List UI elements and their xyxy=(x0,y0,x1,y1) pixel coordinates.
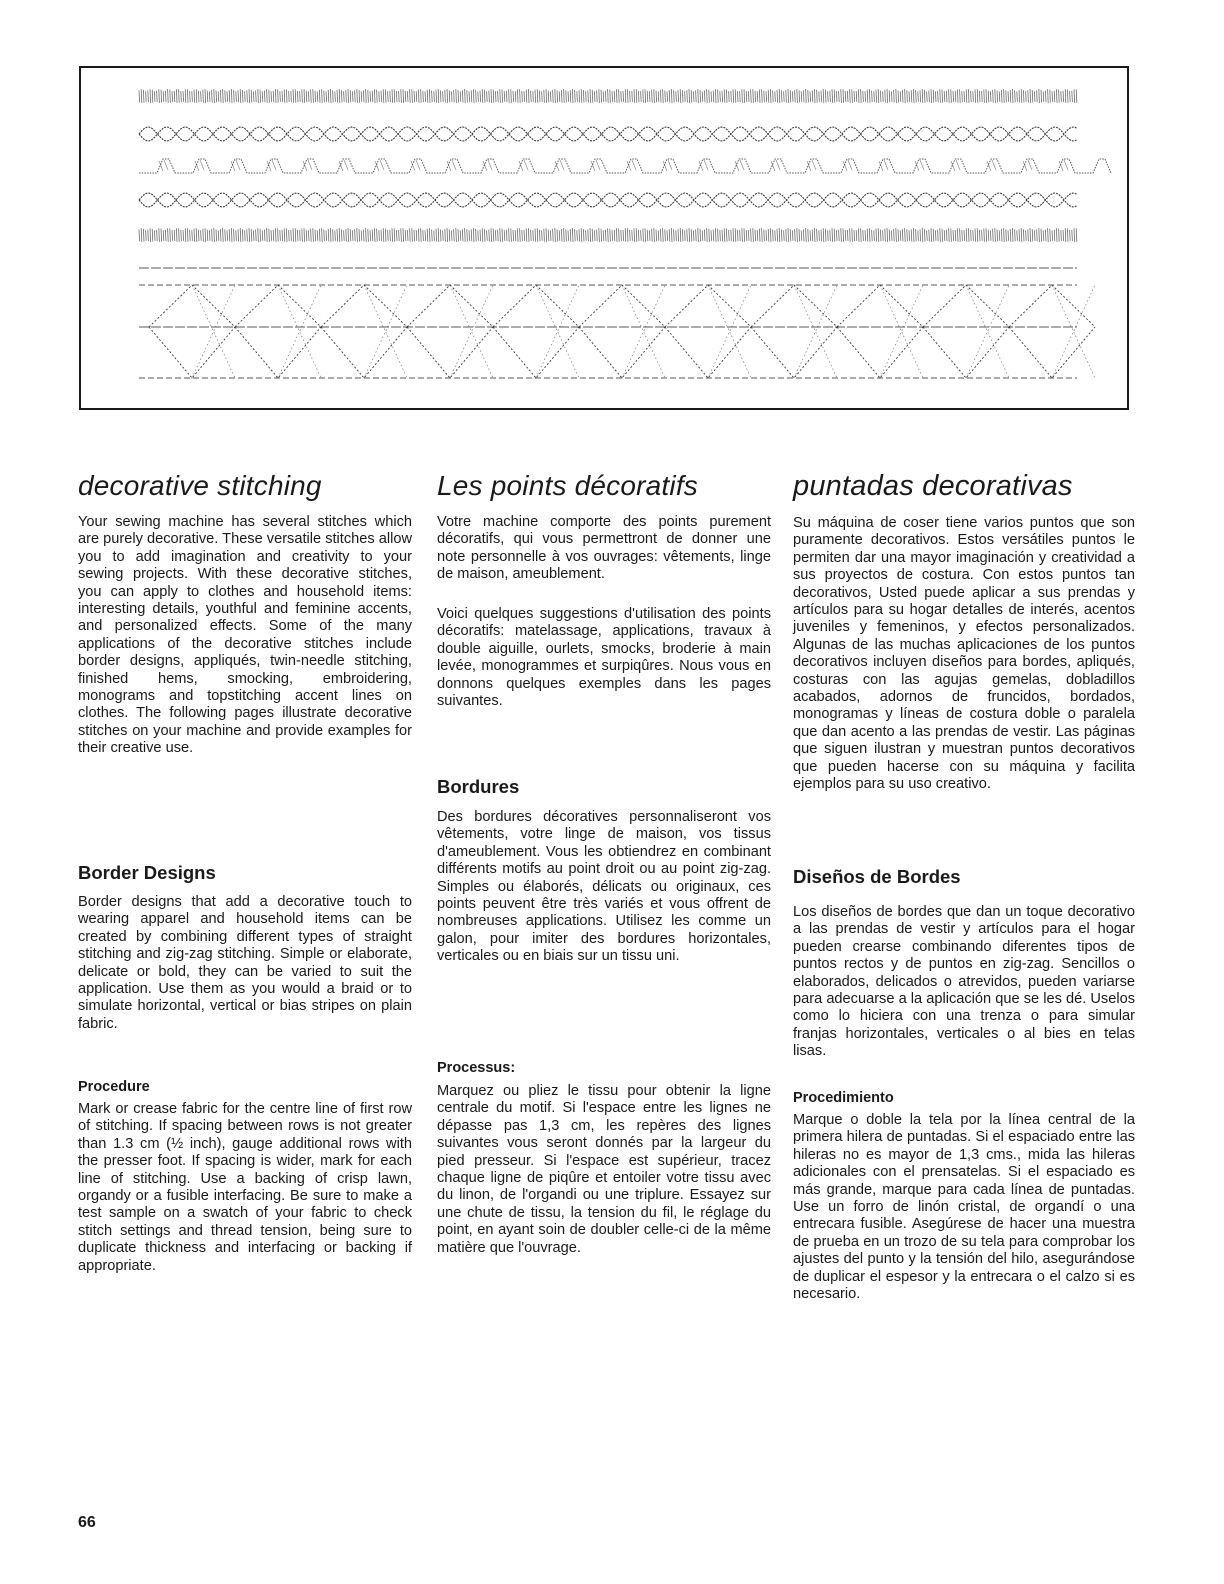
french-title: Les points décoratifs xyxy=(437,470,699,501)
step-stitch-detail xyxy=(591,160,600,171)
satin-stitch-band-bottom xyxy=(139,228,1077,242)
triangle-stitch-lower xyxy=(149,327,235,378)
step-stitch-detail xyxy=(987,160,996,171)
cross-wave-stitch-row-2-b xyxy=(139,193,1077,207)
english-column xyxy=(78,470,412,1274)
triangle-stitch-upper xyxy=(149,285,235,327)
spanish-procedure-text: Marque o doble la tela por la línea central de la primera hilera de puntadas. Si el espaciado entre las hileras no es mayor de 1,3 cms., mida las hileras adicionales con el prensatelas. Si el espaciado es más grande, marque para cada línea de puntadas. Use un forro de linón cristal, de organdí o una entrecara fusible. Asegúrese de hacer una muestra de prueba en un trozo de su tela para comprobar los ajustes del punto y la tensión del hilo, asegurándose de duplicar el espesor y la entrecara o el calzo si es necesario. xyxy=(793,1112,1135,1303)
triangle-stitch-upper xyxy=(321,285,407,327)
page-number: 66 xyxy=(78,1514,96,1531)
triangle-stitch-lower xyxy=(1009,327,1095,378)
triangle-stitch-lower xyxy=(321,327,407,378)
satin-stitch-band-top xyxy=(139,89,1077,103)
step-stitch-detail xyxy=(1023,160,1032,171)
triangle-stitch-lower xyxy=(665,327,751,378)
diagonal-stitch xyxy=(450,285,493,378)
french-procedure-text: Marquez ou pliez le tissu pour obtenir la ligne centrale du motif. Si l'espace entre les lignes ne dépasse pas 1,3 cm, les repères des lignes suivantes vous seront donnés par la largeur du pied presseur. Si l'espace est supérieur, tracez chaque ligne de piqûre et entoiler votre tissu avec du linon, de l'organdi ou une triplure. Essayez sur une chute de tissu, la tension du fil, le réglage du point, en ayant soin de doubler celle-ci de la même matière que l'ouvrage. xyxy=(437,1083,771,1256)
triangle-stitch-upper xyxy=(493,285,579,327)
triangle-stitch-lower xyxy=(579,327,665,378)
english-border-heading: Border Designs xyxy=(78,862,216,883)
french-border-heading: Bordures xyxy=(437,776,520,797)
triangle-stitch-lower xyxy=(923,327,1009,378)
spanish-intro: Su máquina de coser tiene varios puntos que son puramente decorativos. Estos versátiles puntos le permiten dar una mayor imaginación y creatividad a sus proyectos de costura. Con estos puntos tan decorativos, Usted puede aplicar a sus prendas y artículos para su hogar detalles de interés, acentos juveniles y femeninos, y efectos personalizados. Algunas de las muchas aplicaciones de los puntos decorativos incluyen diseños para bordes, apliqués, costuras con las agujas gemelas, dobladillos acabados, adornos de fruncidos, bordados, monogramas y líneas de costura doble o paralela que dan acento a las prendas de vestir. Las páginas que siguen ilustran y muestran puntos decorativos que pueden hacerse con su máquina y facilita ejemplos para su uso creativo. xyxy=(793,515,1135,793)
english-procedure-heading: Procedure xyxy=(78,1079,150,1095)
triangle-stitch-upper xyxy=(751,285,837,327)
diagonal-stitch xyxy=(708,285,751,378)
step-stitch-detail xyxy=(375,160,384,171)
english-border-text: Border designs that add a decorative touch to wearing apparel and household items can be created by combining different types of straight stitching and zig-zag stitching. Simple or elaborate, delicate or bold, they can be varied to suit the application. Use them as you would a braid or to simulate horizontal, vertical or bias stripes on plain fabric. xyxy=(78,894,412,1032)
triangle-stitch-upper xyxy=(1009,285,1095,327)
triangle-stitch-upper xyxy=(837,285,923,327)
diagonal-stitch xyxy=(622,285,665,378)
triangle-stitch-upper xyxy=(665,285,751,327)
spanish-column xyxy=(793,470,1135,1303)
french-intro-1: Votre machine comporte des points purement décoratifs, qui vous permettront de donner une note personnelle à vos ouvrages: vêtements, linge de maison, ameublement. xyxy=(437,514,771,583)
diagonal-stitch xyxy=(536,285,579,378)
step-stitch-detail xyxy=(771,160,780,171)
french-procedure-heading: Processus: xyxy=(437,1060,516,1076)
triangle-stitch-upper xyxy=(923,285,1009,327)
step-stitch-detail xyxy=(627,160,636,171)
diagonal-stitch xyxy=(278,285,321,378)
stitch-sample-illustration xyxy=(81,68,1127,408)
diagonal-stitch xyxy=(1052,285,1095,378)
triangle-stitch-upper xyxy=(235,285,321,327)
english-procedure-text: Mark or crease fabric for the centre line of first row of stitching. If spacing between rows is not greater than 1.3 cm (½ inch), gauge additional rows with the presser foot. If spacing is wider, mark for each line of stitching. Use a backing of crisp lawn, organdy or a fusible interfacing. Be sure to make a test sample on a swatch of your fabric to check stitch settings and thread tension, being sure to duplicate thickness and interfacing or backing if appropriate. xyxy=(78,1101,412,1274)
spanish-border-text: Los diseños de bordes que dan un toque decorativo a las prendas de vestir y artículos para el hogar pueden crearse combinando diferentes tipos de puntos rectos y de puntos en zig-zag. Sencillos o elaborados, delicados o atrevidos, pueden variarse para adecuarse a la aplicación que se les dé. Uselos como lo hiciera con una trenza o para simular franjas horizontales, verticales o al bies en telas lisas. xyxy=(793,904,1135,1060)
triangle-stitch-lower xyxy=(407,327,493,378)
diagonal-stitch xyxy=(794,285,837,378)
diagonal-stitch xyxy=(192,285,235,378)
step-stitch-row xyxy=(139,159,1111,173)
step-stitch-detail xyxy=(159,160,168,171)
cross-wave-stitch-row-1-a xyxy=(139,127,1077,141)
triangle-stitch-lower xyxy=(235,327,321,378)
spanish-procedure-heading: Procedimiento xyxy=(793,1090,894,1106)
english-intro: Your sewing machine has several stitches which are purely decorative. These versatile stitches allow you to add imagination and creativity to your sewing projects. With these decorative stitches, you can apply to clothes and household items: interesting details, youthful and feminine accents, and personalized effects. Some of the many applications of the decorative stitches include border designs, appliqués, twin-needle stitching, finished hems, smocking, embroidering, monograms and topstitching accent lines on clothes. The following pages illustrate decorative stitches on your machine and provide examples for their creative use. xyxy=(78,514,412,757)
step-stitch-detail xyxy=(807,160,816,171)
english-title: decorative stitching xyxy=(78,470,322,501)
french-intro-2: Voici quelques suggestions d'utilisation des points décoratifs: matelassage, applications, travaux à double aiguille, ourlets, smocks, broderie à main levée, monogrammes et surpiqûres. Nous vous en donnons quelques exemples dans les pages suivantes. xyxy=(437,606,771,710)
triangle-stitch-upper xyxy=(579,285,665,327)
diagonal-stitch xyxy=(364,285,407,378)
triangle-stitch-lower xyxy=(493,327,579,378)
diagonal-stitch xyxy=(966,285,1009,378)
diagonal-stitch xyxy=(880,285,923,378)
stitch-sample-figure xyxy=(79,66,1129,410)
spanish-border-heading: Diseños de Bordes xyxy=(793,866,961,887)
french-column xyxy=(437,470,771,1256)
step-stitch-detail xyxy=(555,160,564,171)
french-border-text: Des bordures décoratives personnaliseront vos vêtements, votre linge de maison, vos tissus d'ameublement. Vous les obtiendrez en combinant différents motifs au point droit ou au point zig-zag. Simples ou élaborés, délicats ou originaux, ces points peuvent être très variés et vous offrent de nombreuses applications. Utilisez les comme un galon, pour imiter des bordures horizontales, verticales ou en biais sur un tissu uni. xyxy=(437,809,771,965)
step-stitch-detail xyxy=(339,160,348,171)
cross-wave-stitch-row-1-b xyxy=(139,127,1077,141)
spanish-title: puntadas decorativas xyxy=(793,470,1073,502)
cross-wave-stitch-row-2-a xyxy=(139,193,1077,207)
step-stitch-detail xyxy=(843,160,852,171)
step-stitch-detail xyxy=(1059,160,1068,171)
triangle-stitch-lower xyxy=(751,327,837,378)
step-stitch-detail xyxy=(411,160,420,171)
triangle-stitch-lower xyxy=(837,327,923,378)
step-stitch-detail xyxy=(195,160,204,171)
triangle-stitch-upper xyxy=(407,285,493,327)
